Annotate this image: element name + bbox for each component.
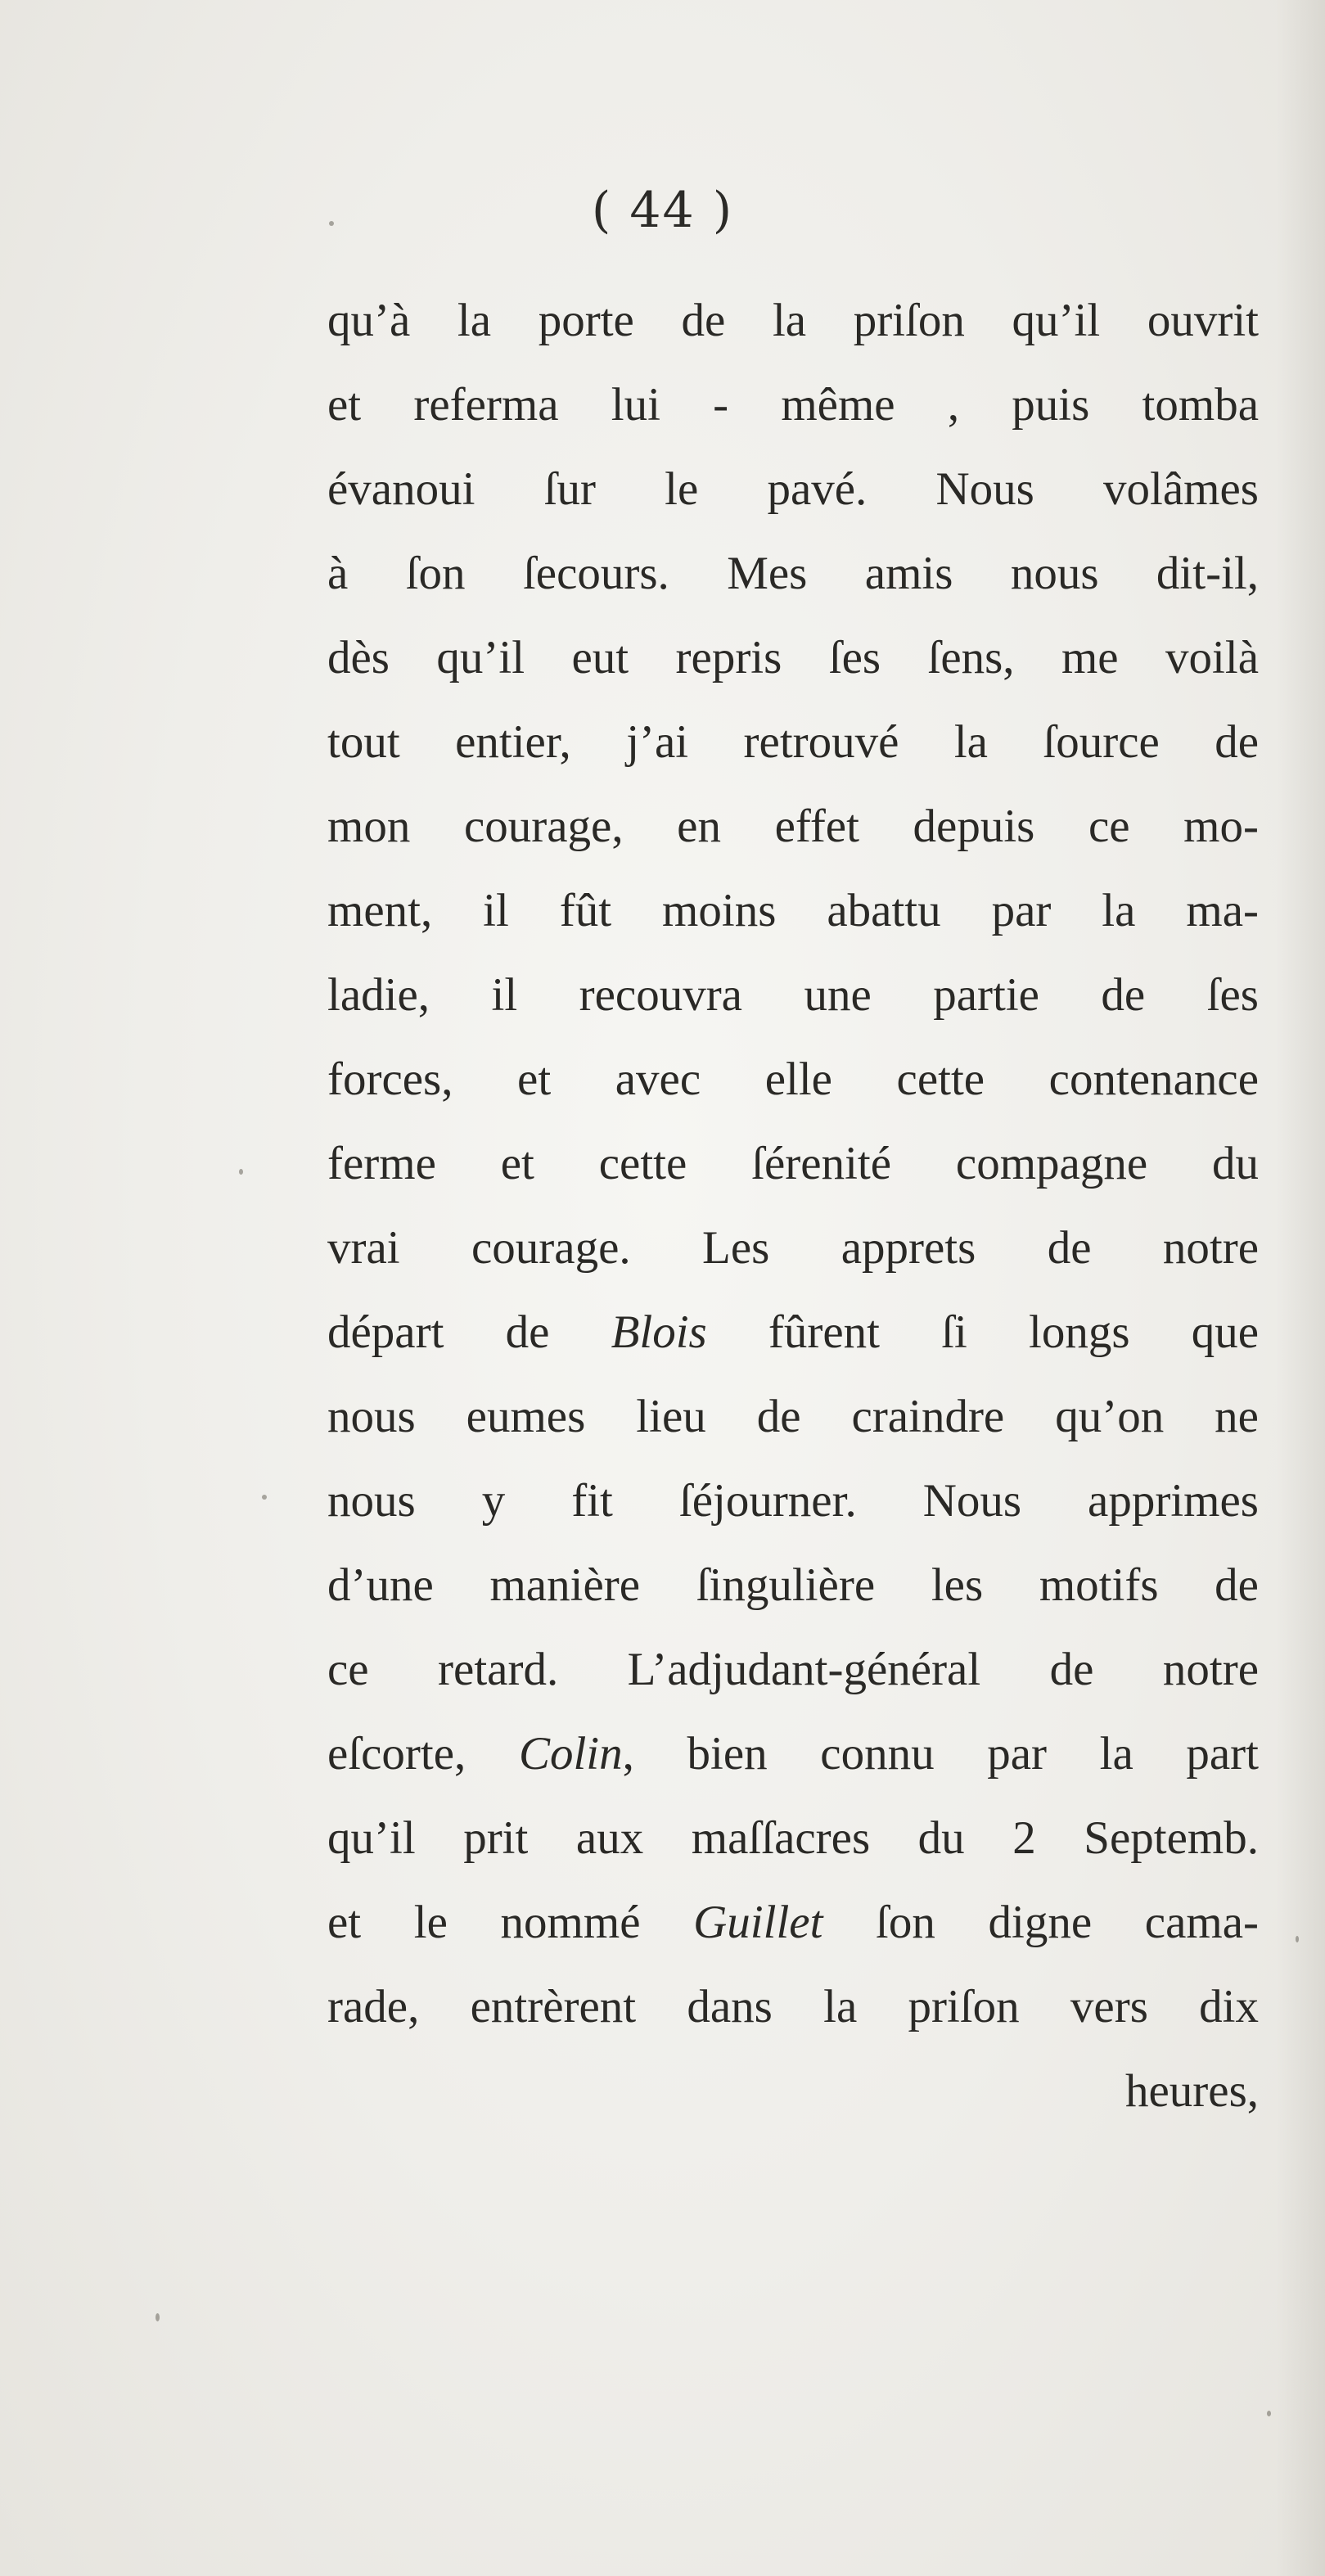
text-line: ment, il fût moins abattu par la ma- [327,885,1259,936]
text-line: forces, et avec elle cette contenance [327,1053,1259,1105]
text-line: nous y fit ſéjourner. Nous apprimes [327,1475,1259,1527]
page-edge-shadow [1276,0,1325,2576]
person-name-italic: Guillet [693,1897,823,1948]
text-line: qu’à la porte de la priſon qu’il ouvrit [327,295,1259,346]
text-line: ferme et cette ſérenité compagne du [327,1138,1259,1189]
text-line: départ de Blois fûrent ſi longs que [327,1306,1260,1358]
body-text [327,278,1259,2133]
paper-speck [262,1495,267,1500]
text-line: nous eumes lieu de craindre qu’on ne [327,1391,1259,1442]
text-line: à ſon ſecours. Mes amis nous dit-il, [327,548,1259,599]
text-line: eſcorte, Colin, bien connu par la part [327,1728,1259,1780]
text-line: dès qu’il eut repris ſes ſens, me voilà [327,632,1259,683]
text-line: ladie, il recouvra une partie de ſes [327,969,1259,1021]
text-line: ce retard. L’adjudant-général de notre [327,1644,1259,1695]
text-line: vrai courage. Les apprets de notre [327,1222,1259,1274]
catchword: heures, [1124,2065,1259,2117]
paper-speck [155,2313,160,2321]
paper-speck [239,1169,243,1175]
person-name-italic: Colin [518,1728,623,1780]
page-number: ( 44 ) [591,182,734,239]
place-name-italic: Blois [611,1306,707,1358]
text-line: tout entier, j’ai retrouvé la ſource de [327,716,1259,768]
text-line: qu’il prit aux maſſacres du 2 Septemb. [327,1812,1259,1864]
paper-speck [329,221,334,226]
text-line: mon courage, en effet depuis ce mo- [327,801,1259,852]
text-line: d’une manière ſingulière les motifs de [327,1559,1259,1611]
text-line: rade, entrèrent dans la priſon vers dix [327,1981,1259,2032]
paper-speck [1267,2411,1271,2416]
text-line: évanoui ſur le pavé. Nous volâmes [327,463,1259,515]
paper-speck [1296,1936,1299,1942]
text-line: et le nommé Guillet ſon digne cama- [327,1897,1259,1948]
text-line: et referma lui - même , puis tomba [327,379,1259,431]
